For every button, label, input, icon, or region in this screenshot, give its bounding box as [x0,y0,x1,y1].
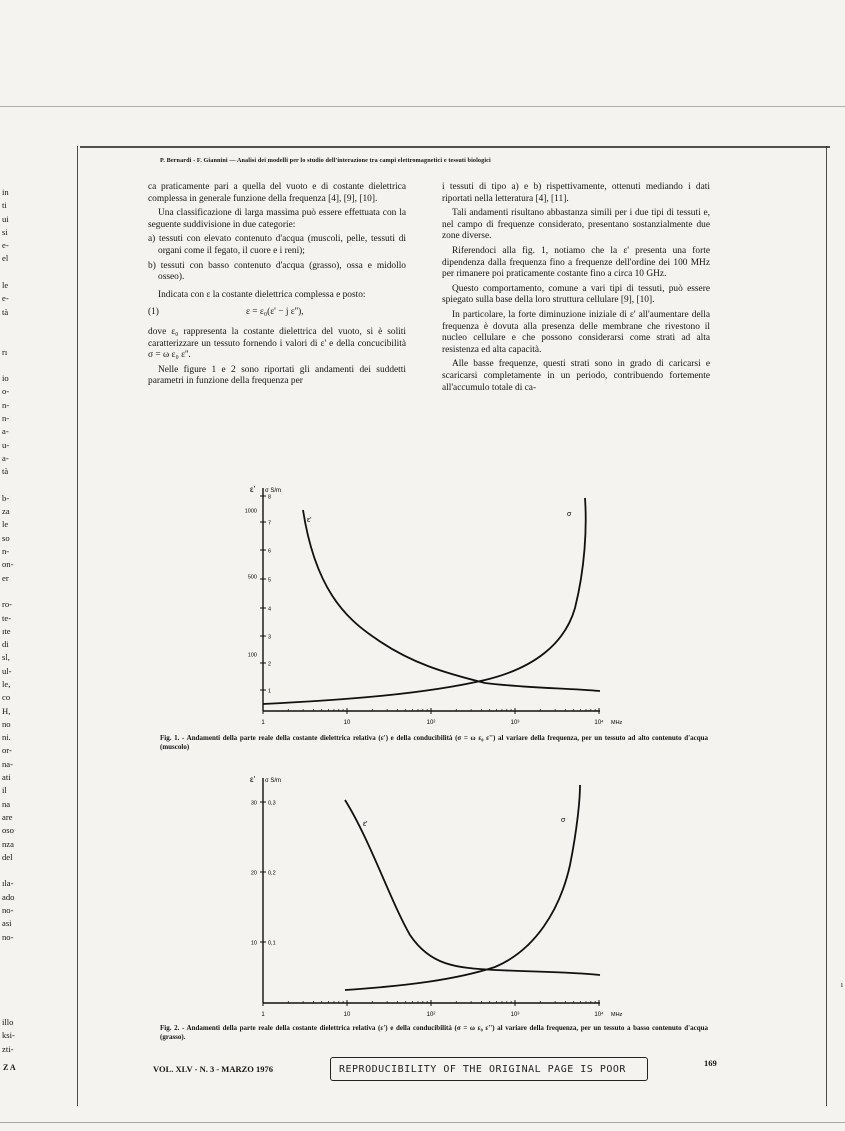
eps-curve-label: ε' [363,821,368,828]
figure-1-caption: Fig. 1. - Andamenti della parte reale della costante dielettrica relativa (ε') e della conducibilità (σ = ω ε₀ ε'') al variare della frequenza, per un tessuto ad alto contenuto d'acqua (muscolo) [160,734,708,751]
left-bottom-letter: Z A [3,1063,16,1072]
margin-fragment: tà [2,306,9,317]
margin-fragment: nza [2,838,14,849]
margin-fragment [2,359,26,372]
margin-fragment: io [2,373,9,384]
left-tick-label: 100 [247,652,257,659]
x-tick-label: 10³ [510,720,520,726]
right-tick-label: 3 [268,634,272,641]
margin-fragment [2,864,26,877]
left-tick-label: 20 [250,870,257,877]
left-tick-label: 1000 [244,508,257,515]
sigma-curve [345,785,580,990]
figure-2-caption: Fig. 2. - Andamenti della parte reale della costante dielettrica relativa (ε') e della conducibilità (σ = ω ε₀ ε'') al variare della frequenza, per un tessuto a basso contenuto d'acqua (grasso). [160,1024,708,1041]
margin-fragment: le [2,280,9,291]
margin-fragment: ati [2,772,11,783]
x-tick-label: 1 [261,720,265,726]
sigma-curve-label: σ [567,511,572,518]
x-tick-label: 10 [343,720,351,726]
x-tick-label: 10² [426,1012,436,1018]
margin-fragment: in [2,187,9,197]
margin-fragment: sl, [2,652,10,663]
margin-fragment: ni. [2,732,11,743]
margin-fragment: no- [2,905,14,916]
margin-fragment: or- [2,745,12,756]
footer-volume: VOL. XLV - N. 3 - MARZO 1976 [153,1064,274,1074]
paragraph: Questo comportamento, comune a vari tipi di tessuti, può essere spiegato sulla base della loro struttura cellulare [9], [10]. [442,283,710,306]
x-tick-label: 1 [261,1012,265,1018]
margin-fragment [2,266,26,279]
margin-fragment: le, [2,678,11,689]
margin-fragment: le [2,519,9,530]
margin-fragment: u- [2,439,10,450]
page-number: 169 [704,1058,717,1068]
margin-fragment: del [2,851,13,862]
margin-fragment: ro- [2,599,13,610]
margin-fragment: a- [2,426,9,437]
margin-fragment: are [2,811,13,822]
x-unit-label: MHz [611,1012,623,1018]
right-column [442,182,710,397]
margin-fragment: a- [2,452,9,463]
margin-fragment: e- [2,240,9,251]
paragraph: In particolare, la forte diminuzione iniziale di ε' all'aumentare della frequenza è dovuta alla presenza delle membrane che rivestono il nucleo cellulare e che possono considerarsi come strati ad alta resistenza ed alta capacità. [442,309,710,355]
margin-fragment: er [2,572,9,583]
margin-fragment: no [2,718,11,729]
margin-fragment: na- [2,758,13,769]
x-tick-label: 10⁴ [594,720,604,726]
x-tick-label: 10⁴ [594,1012,604,1018]
left-tick-label: 500 [247,574,257,581]
paragraph: Una classificazione di larga massima può essere effettuata con la seguente suddivisione in due categorie: [148,208,406,230]
x-tick-label: 10² [426,720,436,726]
margin-fragment: e- [2,293,9,304]
margin-fragment [2,585,26,598]
left-bottom-fragments [2,1016,26,1056]
list-item: b) tessuti con basso contenuto d'acqua (grasso), ossa e midollo osseo). [148,260,406,283]
margin-fragment: si [2,226,8,237]
figure-2 [195,770,635,1025]
paragraph: Alle basse frequenze, questi strati sono in grado di caricarsi e scaricarsi completamente in un periodo, contribuendo fortemente all'accumulo totale di ca- [442,359,710,393]
sigma-curve [263,498,586,704]
margin-fragment: on- [2,559,14,570]
margin-fragment: asi [2,918,12,929]
margin-fragment: ui [2,213,9,224]
left-axis-label: ε' [250,775,256,784]
list-item: a) tessuti con elevato contenuto d'acqua (muscoli, pelle, tessuti di organi come il fegato, il cuore e i reni); [148,234,406,256]
margin-fragment: ıla- [2,878,14,889]
left-column [148,182,406,391]
right-axis-label: σ S/m [265,488,282,494]
paragraph: Riferendoci alla fig. 1, notiamo che la ε' presenta una forte dipendenza dalla frequenza fino a frequenze dell'ordine dei 100 MHz per rimanere poi praticamente costante fino a circa 10 GHz. [442,245,710,280]
right-tick-label: 0,3 [268,800,276,807]
margin-fragment: rı [2,346,8,357]
left-tick-label: 10 [250,940,257,947]
x-tick-label: 10 [343,1012,351,1018]
right-tick-label: 4 [268,606,272,613]
margin-fragment: oso [2,825,14,836]
margin-fragment: na [2,798,11,809]
right-tick-label: 6 [268,548,272,555]
paragraph: dove ε₀ rappresenta la costante dielettrica del vuoto, si è soliti caratterizzare un tessuto fornendo i valori di ε' e della concucibilità σ = ω ε₀ ε''. [148,326,406,361]
margin-fragment: co [2,692,11,703]
margin-fragment: el [2,253,9,264]
equation-text: ε = ε₀(ε' − j ε''), [246,307,304,318]
margin-fragment: so [2,532,10,543]
sigma-curve-label: σ [561,817,566,824]
margin-fragment: n- [2,546,10,557]
paragraph: Indicata con ε la costante dielettrica complessa e posto: [158,289,366,300]
reproducibility-stamp: REPRODUCIBILITY OF THE ORIGINAL PAGE IS POOR [330,1057,648,1081]
margin-fragment: o- [2,386,10,397]
margin-fragment: n- [2,413,10,424]
margin-fragment: di [2,639,9,650]
margin-fragment: ıte [2,625,11,636]
x-unit-label: MHz [611,720,623,726]
eps-curve [303,510,600,691]
figure-1 [195,478,635,733]
margin-fragment: tà [2,466,9,477]
x-tick-label: 10³ [510,1012,520,1018]
paragraph: ca praticamente pari a quella del vuoto e di costante dielettrica complessa in generale funzione della frequenza [4], [9], [10]. [148,182,406,204]
margin-fragment [2,332,26,345]
margin-fragment [2,479,26,492]
running-header: P. Bernardi - F. Giannini — Analisi dei modelli per lo studio dell'interazione tra campi elettromagnetici e tessuti biologici [160,157,491,164]
right-tick-label: 2 [268,661,272,668]
margin-fragment: za [2,506,10,517]
right-axis-label: σ S/m [265,778,282,784]
margin-fragment: zti- [2,1043,14,1054]
margin-fragment: te- [2,612,12,623]
eps-curve-label: ε' [307,517,312,524]
right-tick-label: 7 [268,520,272,527]
right-tick-label: 0,1 [268,940,276,947]
right-tick-label: 0,2 [268,870,276,877]
margin-fragment: no- [2,931,14,942]
margin-fragment: ul- [2,665,12,676]
right-tick-label: 8 [268,494,272,501]
margin-fragment: illo [2,1017,14,1027]
right-tick-label: 5 [268,577,272,584]
margin-fragment: ksi- [2,1030,15,1041]
left-tick-label: 30 [250,800,257,807]
margin-fragment: b- [2,492,10,503]
margin-fragment: ti [2,200,7,211]
right-margin-fragment: ı [840,980,843,989]
left-margin-fragments [2,186,26,944]
margin-fragment: H, [2,705,11,716]
paragraph: Tali andamenti risultano abbastanza simili per i due tipi di tessuti e, nel campo di frequenze considerato, presentano sostanzialmente due zone diverse. [442,208,710,242]
equation [148,307,406,319]
margin-fragment [2,319,26,332]
margin-fragment: n- [2,399,10,410]
paragraph: i tessuti di tipo a) e b) rispettivamente, ottenuti mediando i dati riportati nella letteratura [4], [11]. [442,182,710,204]
equation-number: (1) [148,307,159,318]
right-tick-label: 1 [268,688,272,695]
margin-fragment: il [2,785,7,796]
eps-curve [345,800,600,975]
margin-fragment: ado [2,891,15,902]
left-axis-label: ε' [250,485,256,494]
paragraph: Nelle figure 1 e 2 sono riportati gli andamenti dei suddetti parametri in funzione della frequenza per [148,364,406,387]
